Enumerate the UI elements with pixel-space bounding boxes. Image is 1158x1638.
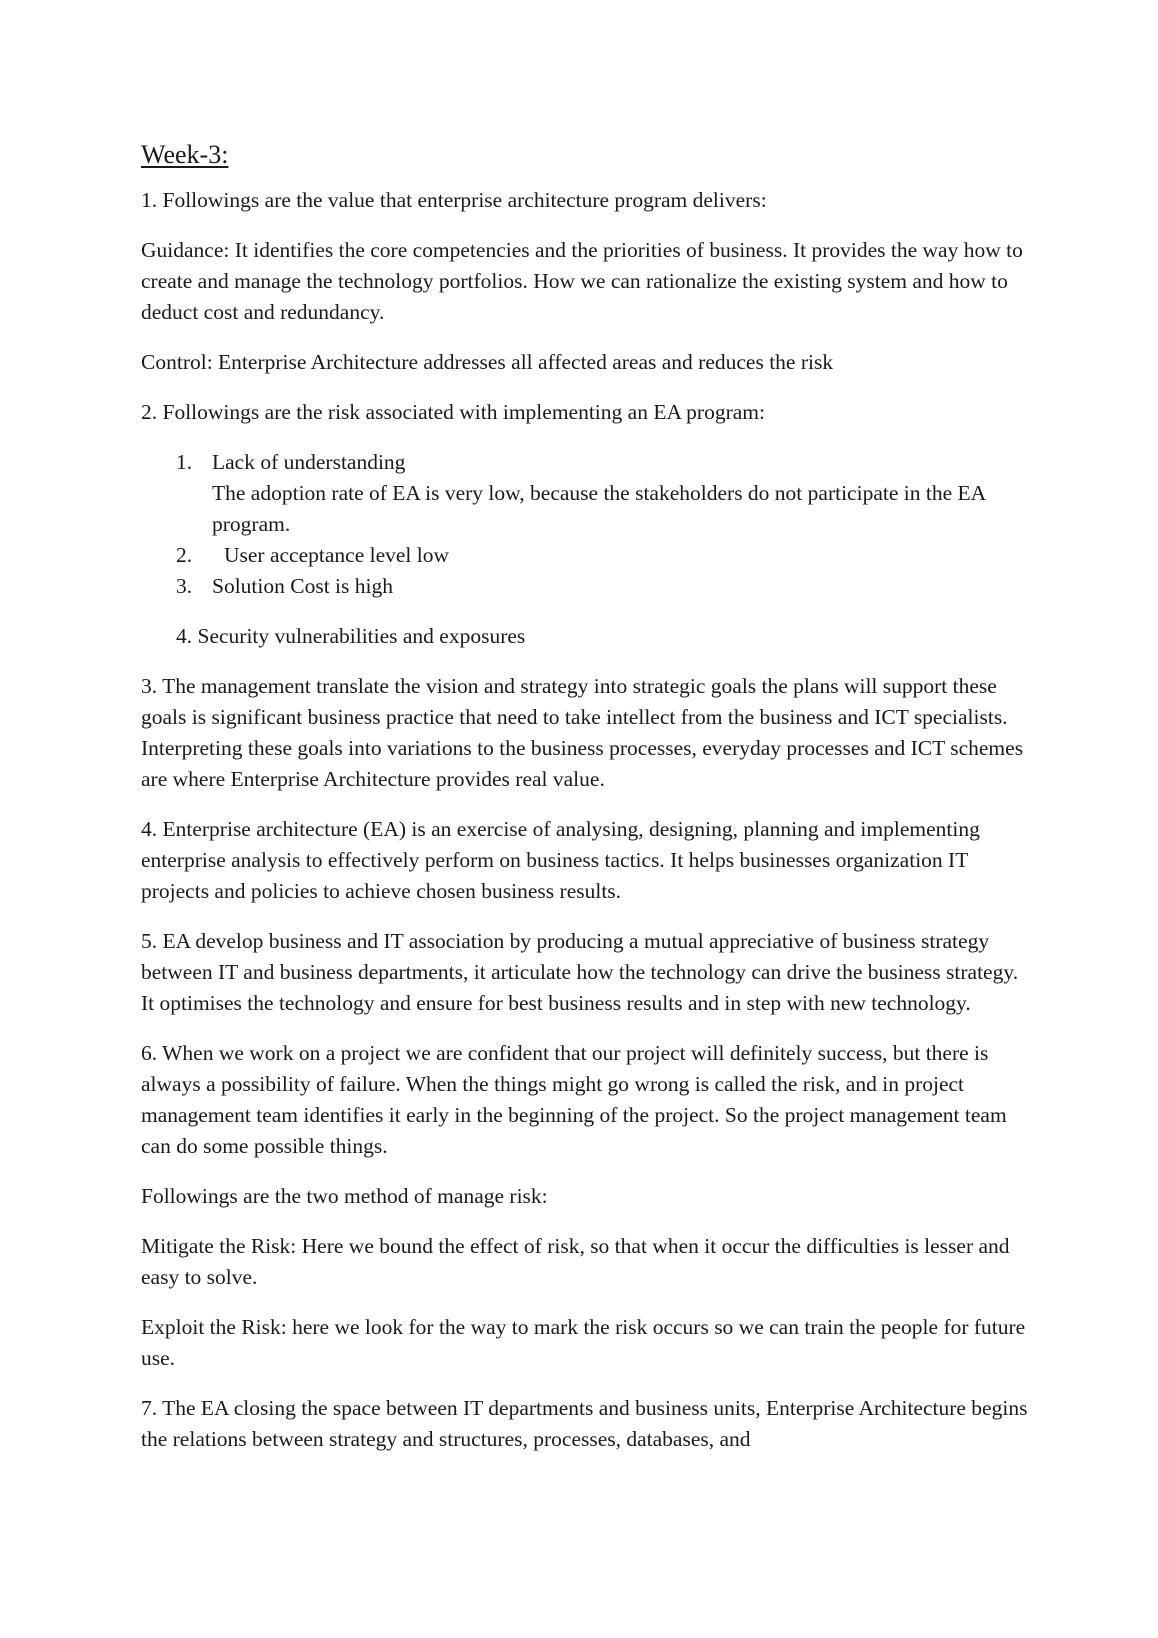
- paragraph-3: 3. The management translate the vision and strategy into strategic goals the plans will support these goals is significant business practice that need to take intellect from the business and ICT specialists. Interpreting these goals into variations to the business processes, everyday processes and ICT schemes are where Enterprise Architecture provides real value.: [141, 674, 1024, 791]
- list-number: 1.: [176, 450, 193, 474]
- document-page: [141, 138, 1031, 1474]
- list-item: [141, 447, 1031, 540]
- paragraph-4: 4. Enterprise architecture (EA) is an exercise of analysing, designing, planning and implementing enterprise analysis to effectively perform on business tactics. It helps businesses organization IT projects and policies to achieve chosen business results.: [141, 817, 980, 903]
- paragraph-7: 7. The EA closing the space between IT departments and business units, Enterprise Architecture begins the relations between strategy and structures, processes, databases, and: [141, 1396, 1028, 1451]
- list-item-4: 4. Security vulnerabilities and exposures: [176, 624, 526, 648]
- list-item-title: Solution Cost is high: [212, 574, 393, 598]
- paragraph-control: Control: Enterprise Architecture addresses all affected areas and reduces the risk: [141, 350, 834, 374]
- list-number: 3.: [176, 574, 193, 598]
- paragraph-1: 1. Followings are the value that enterprise architecture program delivers:: [141, 188, 767, 212]
- risk-list: [141, 447, 1031, 602]
- list-item-title: User acceptance level low: [224, 543, 450, 567]
- list-item: [141, 540, 1031, 571]
- list-item-title: Lack of understanding: [212, 450, 406, 474]
- paragraph-exploit: Exploit the Risk: here we look for the way to mark the risk occurs so we can train the people for future use.: [141, 1315, 1026, 1370]
- list-number: 2.: [176, 543, 193, 567]
- page-heading: Week-3:: [141, 140, 229, 169]
- paragraph-guidance: Guidance: It identifies the core competencies and the priorities of business. It provides the way how to create and manage the technology portfolios. How we can rationalize the existing system and how to deduct cost and redundancy.: [141, 238, 1023, 324]
- paragraph-6: 6. When we work on a project we are confident that our project will definitely success, but there is always a possibility of failure. When the things might go wrong is called the risk, and in project management team identifies it early in the beginning of the project. So the project management team can do some possible things.: [141, 1041, 1007, 1158]
- paragraph-mitigate: Mitigate the Risk: Here we bound the effect of risk, so that when it occur the difficulties is lesser and easy to solve.: [141, 1234, 1010, 1289]
- paragraph-2: 2. Followings are the risk associated with implementing an EA program:: [141, 400, 765, 424]
- list-item: [141, 571, 1031, 602]
- paragraph-5: 5. EA develop business and IT association by producing a mutual appreciative of business strategy between IT and business departments, it articulate how the technology can drive the business strategy. It optimises the technology and ensure for best business results and in step with new technology.: [141, 929, 1019, 1015]
- paragraph-methods-intro: Followings are the two method of manage risk:: [141, 1184, 548, 1208]
- list-item-detail: The adoption rate of EA is very low, because the stakeholders do not participate in the EA program.: [212, 481, 985, 536]
